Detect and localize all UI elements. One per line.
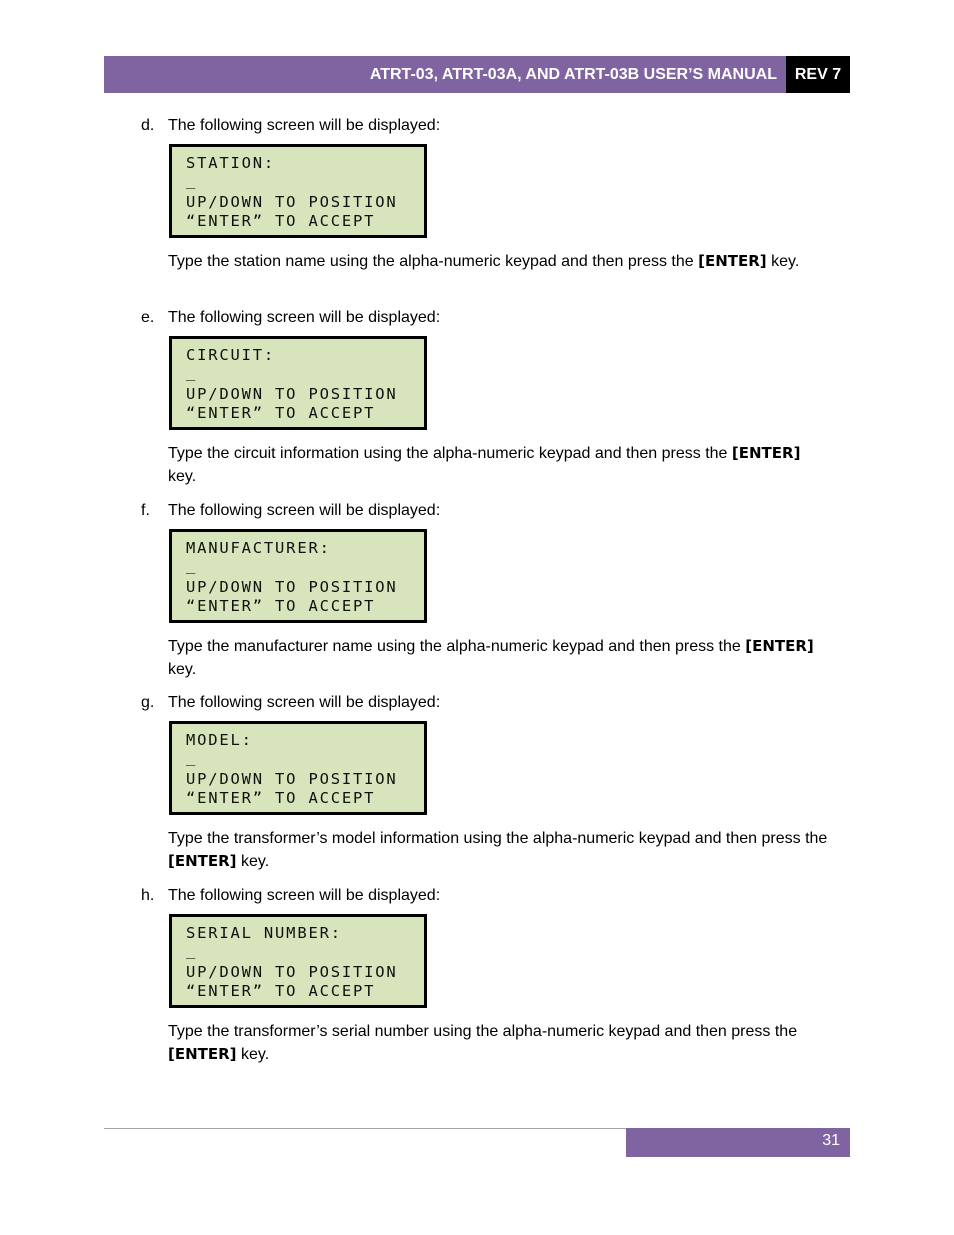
lcd-line-cursor: _: [186, 941, 198, 959]
step-description: [168, 1020, 828, 1066]
lcd-line-instruction: UP/DOWN TO POSITION: [186, 193, 398, 211]
lcd-line-instruction: UP/DOWN TO POSITION: [186, 770, 398, 788]
enter-key-label: [ENTER]: [731, 444, 801, 462]
manual-title: ATRT-03, ATRT-03A, AND ATRT-03B USER’S MANUAL: [369, 66, 777, 83]
description-text-end: key.: [168, 661, 197, 678]
lcd-line-prompt: STATION:: [186, 154, 276, 172]
step-letter: h.: [141, 887, 155, 904]
lcd-line-instruction: “ENTER” TO ACCEPT: [186, 404, 376, 422]
lcd-screen: [169, 336, 427, 430]
step-description: [168, 635, 828, 681]
step-letter: d.: [141, 117, 155, 134]
revision-badge: REV 7: [786, 56, 850, 93]
description-text-end: key.: [168, 468, 197, 485]
lcd-line-instruction: “ENTER” TO ACCEPT: [186, 212, 376, 230]
enter-key-label: [ENTER]: [698, 252, 767, 270]
footer-page-bar: [626, 1128, 850, 1157]
description-text: Type the transformer’s serial number using the alpha-numeric keypad and then press the: [168, 1023, 798, 1040]
lcd-screen: [169, 914, 427, 1008]
step-letter: f.: [141, 502, 150, 519]
lcd-line-instruction: “ENTER” TO ACCEPT: [186, 597, 376, 615]
lcd-line-instruction: “ENTER” TO ACCEPT: [186, 982, 376, 1000]
enter-key-label: [ENTER]: [745, 637, 814, 655]
lcd-line-instruction: UP/DOWN TO POSITION: [186, 385, 398, 403]
description-text: Type the station name using the alpha-numeric keypad and then press the: [168, 253, 694, 270]
header-bar: [104, 56, 786, 93]
description-text-end: key.: [771, 253, 800, 270]
lcd-line-instruction: UP/DOWN TO POSITION: [186, 963, 398, 981]
lcd-line-prompt: MANUFACTURER:: [186, 539, 331, 557]
enter-key-label: [ENTER]: [168, 1045, 237, 1063]
step-intro: The following screen will be displayed:: [168, 502, 441, 519]
lcd-line-cursor: _: [186, 171, 198, 189]
lcd-screen: [169, 144, 427, 238]
footer-divider: [104, 1128, 626, 1129]
step-letter: e.: [141, 309, 155, 326]
step-intro: The following screen will be displayed:: [168, 694, 441, 711]
description-text: Type the manufacturer name using the alpha-numeric keypad and then press the: [168, 638, 741, 655]
lcd-line-prompt: CIRCUIT:: [186, 346, 276, 364]
description-text: Type the transformer’s model information using the alpha-numeric keypad and then press the: [168, 830, 828, 847]
lcd-line-cursor: _: [186, 363, 198, 381]
step-intro: The following screen will be displayed:: [168, 887, 441, 904]
step-description: [168, 827, 828, 873]
lcd-screen: [169, 721, 427, 815]
description-text: Type the circuit information using the alpha-numeric keypad and then press the: [168, 445, 728, 462]
description-text-end: key.: [241, 853, 270, 870]
step-intro: The following screen will be displayed:: [168, 309, 441, 326]
lcd-line-prompt: SERIAL NUMBER:: [186, 924, 342, 942]
lcd-line-cursor: _: [186, 748, 198, 766]
lcd-line-cursor: _: [186, 556, 198, 574]
page-number: 31: [822, 1132, 840, 1149]
lcd-line-instruction: “ENTER” TO ACCEPT: [186, 789, 376, 807]
description-text-end: key.: [241, 1046, 270, 1063]
step-letter: g.: [141, 694, 155, 711]
enter-key-label: [ENTER]: [168, 852, 237, 870]
lcd-line-prompt: MODEL:: [186, 731, 253, 749]
step-description: [168, 250, 828, 273]
lcd-line-instruction: UP/DOWN TO POSITION: [186, 578, 398, 596]
step-description: [168, 442, 828, 488]
step-intro: The following screen will be displayed:: [168, 117, 441, 134]
lcd-screen: [169, 529, 427, 623]
